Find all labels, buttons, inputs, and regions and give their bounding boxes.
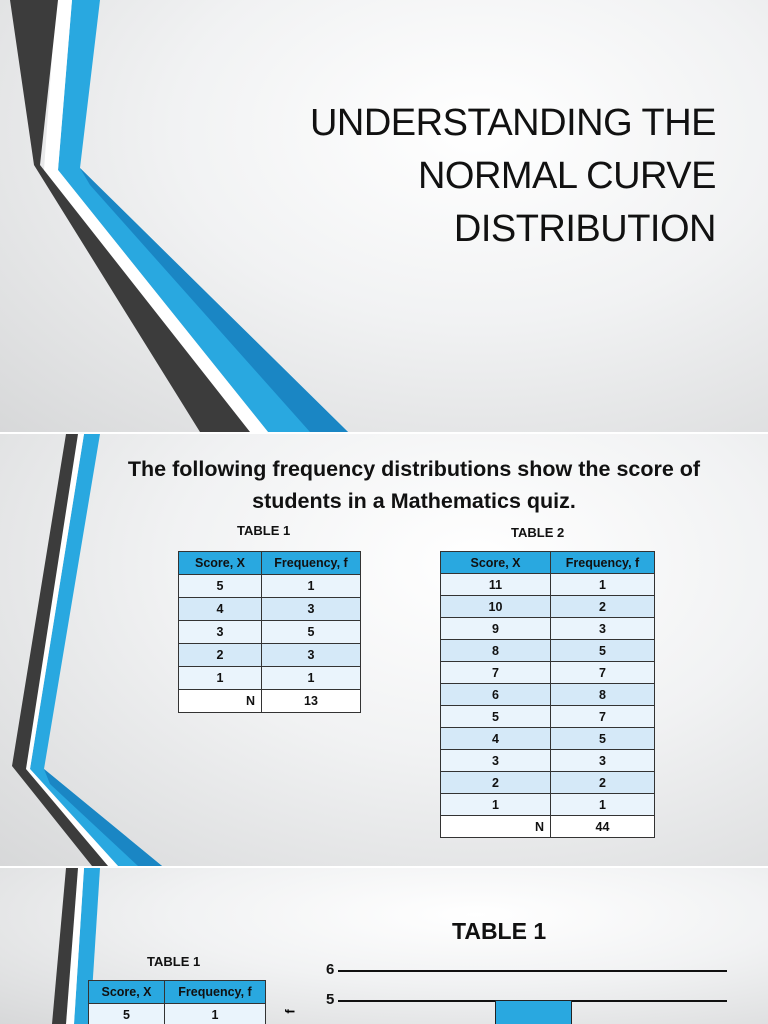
table-row [441,750,655,772]
histogram-bar [495,1000,572,1024]
table-row [441,640,655,662]
total-label: N [441,816,551,838]
table-row [441,574,655,596]
table-row [441,794,655,816]
frequency-cell: 1 [262,667,361,690]
table-row [179,621,361,644]
table-header-row [179,552,361,575]
frequency-cell: 1 [165,1004,266,1024]
table-row [441,706,655,728]
frequency-cell: 8 [551,684,655,706]
frequency-table-1 [178,551,361,713]
frequency-cell: 5 [551,728,655,750]
table-header-row [441,552,655,574]
score-cell: 2 [179,644,262,667]
table-row [441,728,655,750]
table-header-row [89,981,266,1004]
column-header: Frequency, f [165,981,266,1004]
table-row [441,596,655,618]
histogram-slide [0,868,768,1024]
table-row [179,667,361,690]
score-cell: 1 [441,794,551,816]
score-cell: 5 [89,1004,165,1024]
frequency-cell: 1 [551,794,655,816]
score-cell: 7 [441,662,551,684]
frequency-cell: 3 [262,598,361,621]
gridline [338,970,727,972]
frequency-cell: 1 [262,575,361,598]
score-cell: 5 [441,706,551,728]
total-label: N [179,690,262,713]
table1-caption: TABLE 1 [237,523,291,538]
frequency-cell: 5 [262,621,361,644]
table-row [89,1004,266,1024]
score-cell: 3 [179,621,262,644]
score-cell: 10 [441,596,551,618]
column-header: Score, X [441,552,551,574]
column-header: Frequency, f [551,552,655,574]
presentation-title [310,97,716,256]
column-header: Score, X [179,552,262,575]
column-header: Frequency, f [262,552,361,575]
chart-title: TABLE 1 [452,918,547,944]
table-row [179,598,361,621]
frequency-cell: 7 [551,662,655,684]
score-cell: 3 [441,750,551,772]
title-slide [0,0,768,432]
total-value: 13 [262,690,361,713]
title-line-2: NORMAL CURVE [417,155,716,197]
score-cell: 6 [441,684,551,706]
total-value: 44 [551,816,655,838]
y-tick-label: 5 [326,991,335,1008]
table1-caption: TABLE 1 [147,954,201,969]
heading-line-2: students in a Mathematics quiz. [252,489,576,513]
table2-caption: TABLE 2 [511,525,565,540]
title-line-3: DISTRIBUTION [453,208,716,250]
score-cell: 1 [179,667,262,690]
score-cell: 11 [441,574,551,596]
total-row [441,816,655,838]
frequency-cell: 2 [551,596,655,618]
y-tick-label: 6 [326,961,335,978]
table-row [441,618,655,640]
title-line-1: UNDERSTANDING THE [309,102,716,144]
score-cell: 9 [441,618,551,640]
frequency-cell: 1 [551,574,655,596]
frequency-cell: 3 [551,618,655,640]
frequency-cell: 2 [551,772,655,794]
frequency-cell: 3 [262,644,361,667]
table-row [441,772,655,794]
table-row [179,575,361,598]
score-cell: 8 [441,640,551,662]
score-cell: 2 [441,772,551,794]
y-axis-label: f [282,1009,298,1014]
slide-heading [80,453,748,517]
score-cell: 4 [441,728,551,750]
table-row [441,662,655,684]
heading-line-1: The following frequency distributions show the score of [127,457,701,481]
frequency-cell: 7 [551,706,655,728]
column-header: Score, X [89,981,165,1004]
frequency-table-1 [88,980,266,1024]
frequency-table-2 [440,551,655,838]
score-cell: 4 [179,598,262,621]
table-row [179,644,361,667]
frequency-tables-slide [0,434,768,866]
total-row [179,690,361,713]
score-cell: 5 [179,575,262,598]
frequency-cell: 3 [551,750,655,772]
frequency-cell: 5 [551,640,655,662]
table-row [441,684,655,706]
